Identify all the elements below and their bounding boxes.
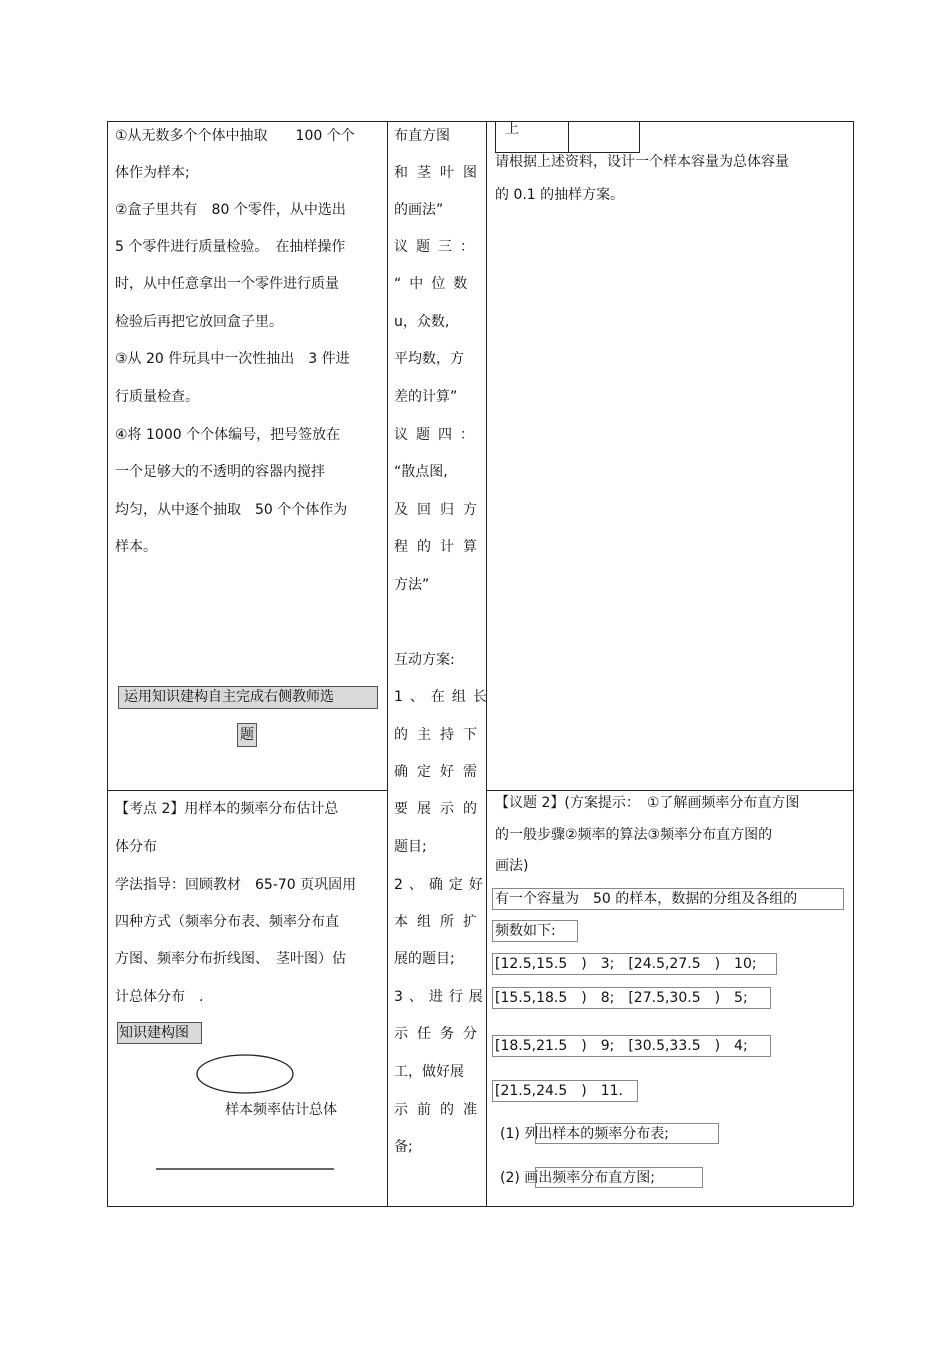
col2-line: 备; (394, 1139, 413, 1155)
col2-line: 本组所扩 (394, 914, 486, 930)
col1-bottom-line: 方图、频率分布折线图、 茎叶图）估 (115, 951, 346, 967)
knowledge-map-box: 知识建构图 (117, 1022, 202, 1044)
table-right-border (853, 121, 854, 1206)
small-table-cell: 上 (505, 121, 519, 137)
col1-right-border (387, 121, 388, 1206)
topic2-header: 的一般步骤②频率的算法③频率分布直方图的 (495, 827, 773, 843)
col1-row-divider (107, 790, 387, 791)
col1-line: 时，从中任意拿出一个零件进行质量 (115, 276, 339, 292)
table-bottom-border (107, 1206, 853, 1207)
col1-line: ②盒子里共有 80 个零件，从中选出 (115, 202, 346, 218)
col2-line: 的画法” (394, 202, 444, 218)
col2-line: 1、在组长 (394, 689, 494, 705)
col3-row-divider (486, 790, 853, 791)
diagram-label: 样本频率估计总体 (225, 1102, 337, 1118)
group-row: [15.5,18.5 ) 8; [27.5,30.5 ) 5; (492, 987, 771, 1009)
table-left-border (107, 121, 108, 1206)
col2-line: 示前的准 (394, 1102, 486, 1118)
col2-line: 平均数，方 (394, 351, 464, 367)
col1-line: 5 个零件进行质量检验。 在抽样操作 (115, 239, 346, 255)
col2-line: 确定好需 (394, 764, 486, 780)
col2-line: 程的计算 (394, 539, 486, 555)
problem-statement-box: 频数如下: (492, 920, 578, 942)
question-2: (2) 画出频率分布直方图; (500, 1170, 655, 1186)
col2-line: 议题三： (394, 239, 482, 255)
col2-line: 及回归方 (394, 502, 486, 518)
col2-line: 题目; (394, 839, 427, 855)
col1-line: ③从 20 件玩具中一次性抽出 3 件进 (115, 351, 350, 367)
topic2-header: 【议题 2】(方案提示： ①了解画频率分布直方图 (495, 795, 800, 811)
col2-line: u，众数, (394, 314, 450, 330)
col2-line: 工，做好展 (394, 1064, 464, 1080)
col1-line: 样本。 (115, 539, 157, 555)
col1-line: ①从无数多个个体中抽取 100 个个 (115, 128, 355, 144)
problem-statement-box: 有一个容量为 50 的样本，数据的分组及各组的 (492, 888, 844, 910)
col1-line: 检验后再把它放回盒子里。 (115, 314, 283, 330)
table-top-border (107, 121, 853, 122)
diagram-ellipse (194, 1052, 296, 1096)
col1-bottom-line: 体分布 (115, 839, 157, 855)
col3-top-line: 请根据上述资料，设计一个样本容量为总体容量 (495, 154, 789, 170)
col1-line: 均匀，从中逐个抽取 50 个个体作为 (115, 502, 348, 518)
task-instruction-box: 运用知识建构自主完成右侧教师选 (118, 686, 378, 709)
col1-line: 一个足够大的不透明的容器内搅拌 (115, 464, 325, 480)
col2-line: 差的计算” (394, 389, 458, 405)
col2-line: 展的题目; (394, 951, 455, 967)
col1-line: 行质量检查。 (115, 389, 199, 405)
diagram-underline (156, 1168, 334, 1170)
col2-line: “散点图, (394, 464, 448, 480)
col2-line: 的主持下 (394, 727, 486, 743)
col2-right-border (486, 121, 487, 1206)
task-instruction-box-tail: 题 (237, 723, 257, 747)
col1-line: ④将 1000 个个体编号，把号签放在 (115, 427, 341, 443)
topic2-header: 画法) (495, 858, 529, 874)
question-2-box (535, 1167, 703, 1188)
small-table (495, 121, 640, 153)
col1-bottom-line: 计总体分布 . (115, 989, 204, 1005)
col2-line: 议题四： (394, 427, 482, 443)
col1-bottom-line: 四种方式（频率分布表、频率分布直 (115, 914, 339, 930)
group-row: [12.5,15.5 ) 3; [24.5,27.5 ) 10; (492, 953, 777, 975)
col2-line: 示任务分 (394, 1026, 486, 1042)
col1-bottom-line: 【考点 2】用样本的频率分布估计总 (115, 801, 339, 817)
small-table-divider (568, 121, 569, 152)
col2-line: 互动方案: (394, 652, 455, 668)
col2-line: 2、确定好 (394, 877, 489, 893)
col2-line: 要展示的 (394, 801, 486, 817)
question-1: (1) 列出样本的频率分布表; (500, 1126, 669, 1142)
col2-line: 方法” (394, 577, 430, 593)
group-row: [18.5,21.5 ) 9; [30.5,33.5 ) 4; (492, 1035, 771, 1057)
col2-line: 和茎叶图 (394, 165, 486, 181)
col2-line: 3、进行展 (394, 989, 489, 1005)
group-row: [21.5,24.5 ) 11. (492, 1080, 638, 1102)
question-1-box (535, 1123, 719, 1144)
col2-line: “中位数 (394, 276, 476, 292)
col1-line: 体作为样本; (115, 165, 190, 181)
col2-line: 布直方图 (394, 128, 450, 144)
col1-bottom-line: 学法指导：回顾教材 65-70 页巩固用 (115, 877, 357, 893)
col3-top-line: 的 0.1 的抽样方案。 (495, 187, 625, 203)
